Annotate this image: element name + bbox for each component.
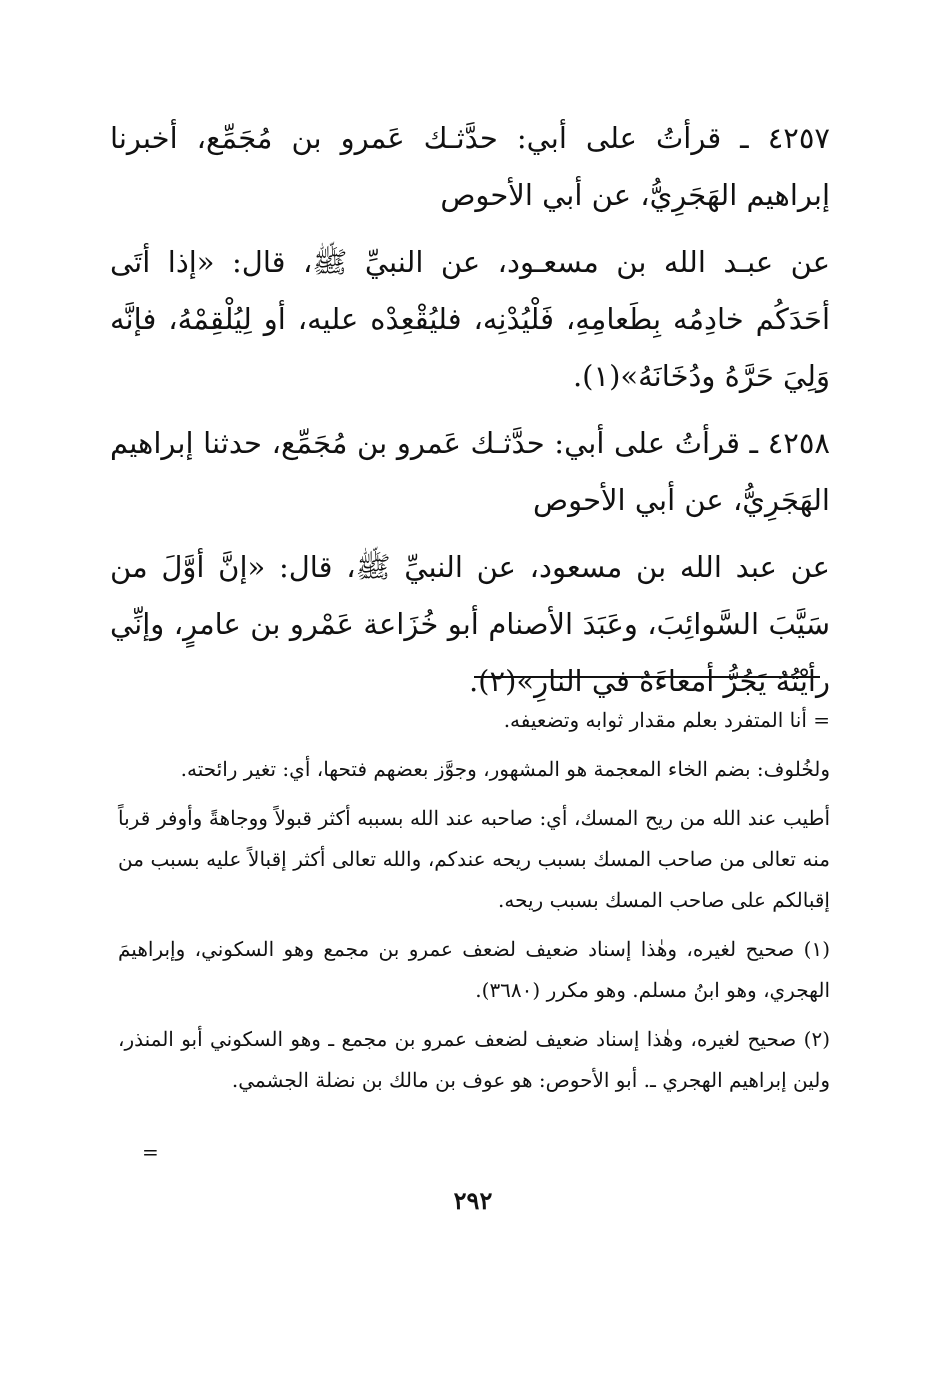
footnote-continuation: = أنا المتفرد بعلم مقدار ثوابه وتضعيفه. — [503, 708, 830, 732]
footnote-2: (٢) صحيح لغيره، وهٰذا إسناد ضعيف لضعف عمرو بن مجمع ـ وهو السكوني أبو المنذر، ولين إبراهيم الهجري ـ. أبو الأحوص: هو عوف بن مالك بن نضلة الجشمي. — [118, 1027, 830, 1092]
page-number: ٢٩٢ — [453, 1186, 493, 1215]
footnote-khuluf: ولخُلوف: بضم الخاء المعجمة هو المشهور، وجوَّز بعضهم فتحها، أي: تغير رائحته. — [180, 757, 830, 781]
footnotes — [118, 700, 830, 1109]
footnote-musk: أطيب عند الله من ريح المسك، أي: صاحبه عند الله بسببه أكثر قبولاً ووجاهةً وأوفر قرباً منه تعالى من صاحب المسك بسبب ريحه عندكم، والله تعالى أكثر إقبالاً عليه بسبب من إقبالكم على صاحب المسك بسبب ريحه. — [118, 806, 830, 912]
continuation-mark: = — [142, 1140, 159, 1164]
hadith-4258-isnad: ٤٢٥٨ ـ قرأتُ على أبي: حدَّثـك عَمرو بن مُجَمِّع، حدثنا إبراهيم الهَجَرِيُّ، عن أبي الأحوص — [110, 426, 830, 517]
hadith-4258-matn: عن عبد الله بن مسعود، عن النبيِّ ﷺ، قال: «إنَّ أوَّلَ من سَيَّبَ السَّوائِبَ، وعَبَدَ الأصنام أبو خُزَاعة عَمْرو بن عامرٍ، وإنِّي رأيْتُهُ يَجُرُّ أمعاءَهُ في النارِ»(٢). — [110, 550, 830, 698]
footnote-1: (١) صحيح لغيره، وهٰذا إسناد ضعيف لضعف عمرو بن مجمع وهو السكوني، وإبراهيمَ الهجري، وهو ابنُ مسلم. وهو مكرر (٣٦٨٠). — [118, 937, 830, 1002]
footnote-separator — [474, 676, 820, 678]
hadith-4257-matn: عن عبـد الله بن مسعـود، عن النبيِّ ﷺ، قال: «إذا أتَى أحَدَكُم خادِمُه بِطَعامِهِ، فَلْيُدْنِه، فليُقْعِدْه عليه، أو لِيُلْقِمْهُ، فإنَّه وَلِيَ حَرَّهُ ودُخَانَهُ»(١). — [110, 245, 830, 393]
main-text — [110, 110, 830, 720]
hadith-4257-isnad: ٤٢٥٧ ـ قرأتُ على أبي: حدَّثـك عَمرو بن مُجَمِّع، أخبرنا إبراهيم الهَجَرِيُّ، عن أبي الأحوص — [110, 121, 830, 212]
